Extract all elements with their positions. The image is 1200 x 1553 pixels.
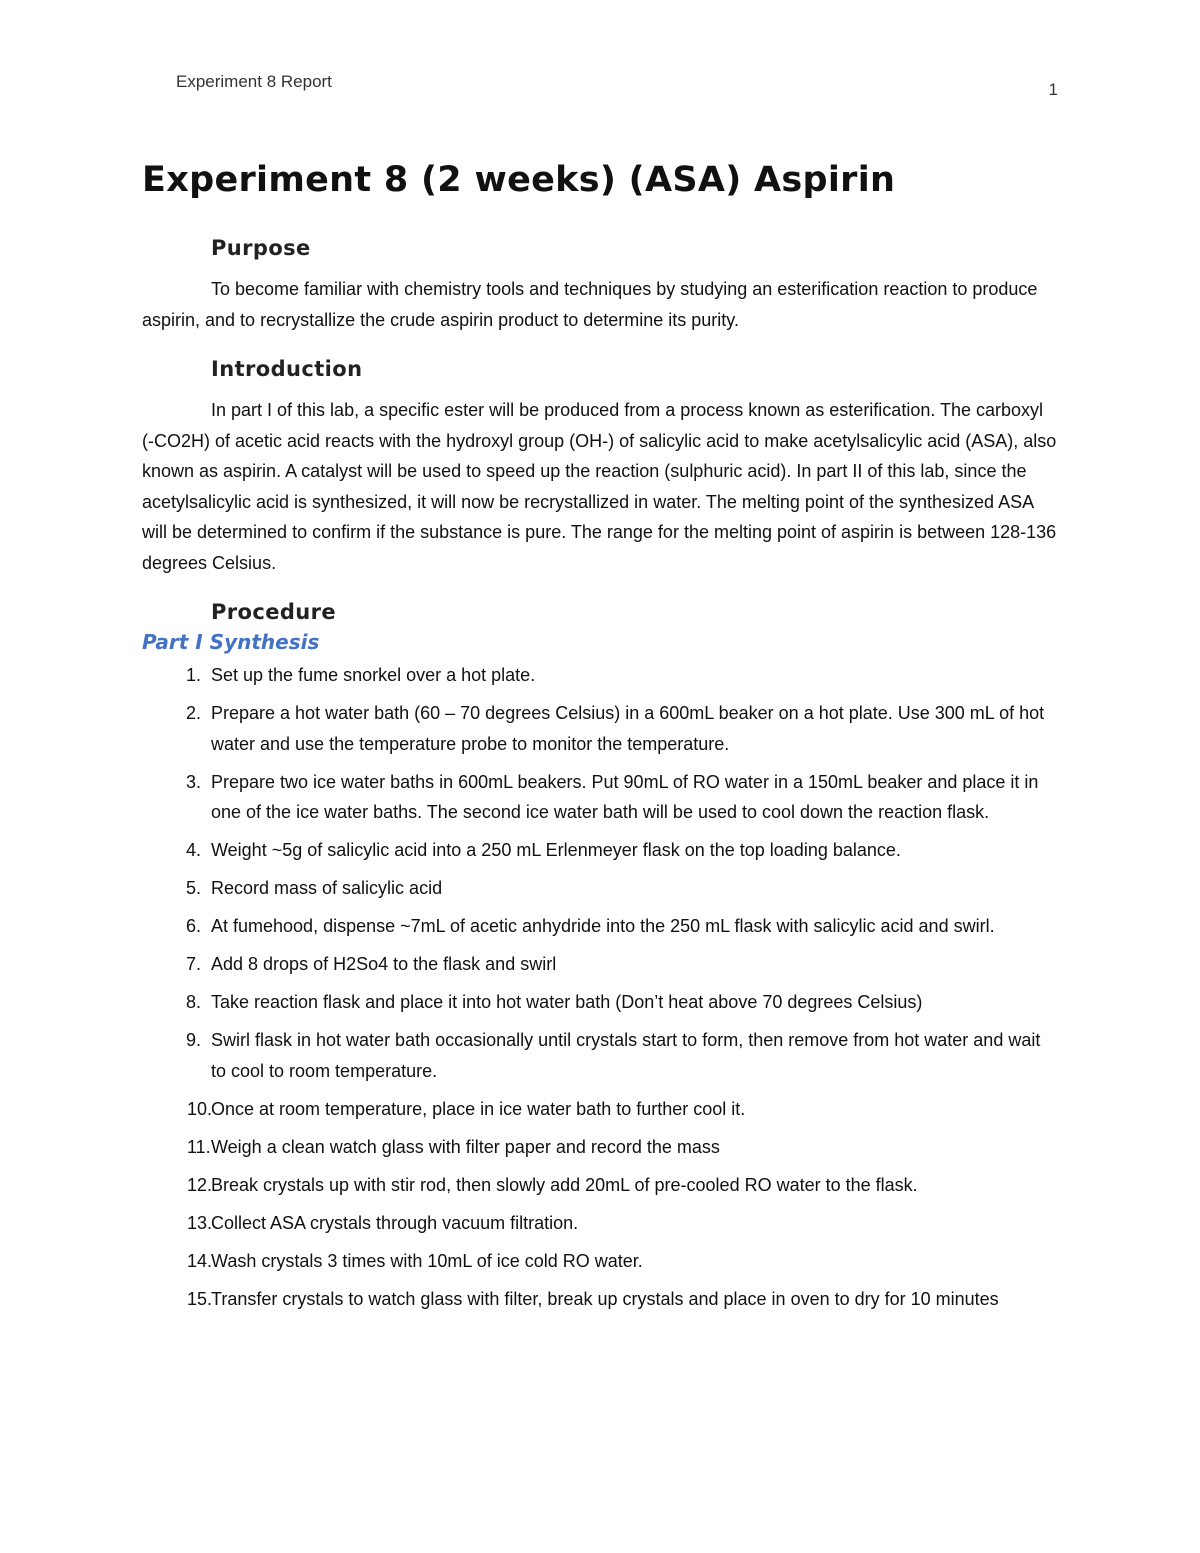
step-text: Record mass of salicylic acid [211, 878, 443, 898]
step-text: Add 8 drops of H2So4 to the flask and swirl [211, 954, 557, 974]
procedure-step [142, 949, 1060, 980]
introduction-heading: Introduction [211, 357, 363, 381]
procedure-step [142, 835, 1060, 866]
step-number: 7. [186, 954, 202, 974]
document-body [142, 236, 1060, 1322]
step-number: 9. [186, 1030, 202, 1050]
procedure-step [142, 1170, 1060, 1201]
step-text: Weigh a clean watch glass with filter paper and record the mass [211, 1136, 720, 1157]
step-number: 1. [186, 665, 202, 685]
step-text: Transfer crystals to watch glass with filter, break up crystals and place in oven to dry for 10 minutes [211, 1288, 999, 1309]
procedure-step [142, 698, 1060, 759]
step-text: Swirl flask in hot water bath occasionally until crystals start to form, then remove from hot water and wait to cool to room temperature. [211, 1030, 1041, 1081]
step-text: Take reaction flask and place it into hot water bath (Don’t heat above 70 degrees Celsius) [211, 992, 923, 1012]
step-number: 11. [187, 1136, 211, 1157]
part1-synthesis-heading: Part I Synthesis [142, 630, 320, 654]
document-title: Experiment 8 (2 weeks) (ASA) Aspirin [142, 160, 896, 200]
step-number: 4. [186, 840, 202, 860]
step-text: Break crystals up with stir rod, then slowly add 20mL of pre-cooled RO water to the flask. [211, 1174, 918, 1195]
procedure-step [142, 767, 1060, 828]
step-number: 12. [187, 1174, 213, 1195]
step-number: 10. [187, 1098, 213, 1119]
step-number: 5. [186, 878, 202, 898]
procedure-step [142, 911, 1060, 942]
step-text: Prepare a hot water bath (60 – 70 degrees Celsius) in a 600mL beaker on a hot plate. Use 300 mL of hot water and use the temperature probe to monitor the temperature. [211, 703, 1045, 754]
step-number: 3. [186, 771, 202, 792]
step-text: Once at room temperature, place in ice water bath to further cool it. [211, 1098, 746, 1119]
step-text: Wash crystals 3 times with 10mL of ice cold RO water. [211, 1250, 643, 1271]
procedure-step [142, 1208, 1060, 1239]
procedure-step [142, 1246, 1060, 1277]
purpose-paragraph: To become familiar with chemistry tools and techniques by studying an esterification reaction to produce aspirin, and to recrystallize the crude aspirin product to determine its purity. [142, 279, 1038, 330]
step-number: 2. [186, 703, 202, 723]
procedure-step [142, 1025, 1060, 1086]
procedure-step [142, 660, 1060, 691]
step-text: At fumehood, dispense ~7mL of acetic anhydride into the 250 mL flask with salicylic acid and swirl. [211, 916, 995, 936]
procedure-step [142, 1132, 1060, 1163]
step-text: Collect ASA crystals through vacuum filtration. [211, 1212, 579, 1233]
step-number: 13. [187, 1212, 213, 1233]
step-text: Weight ~5g of salicylic acid into a 250 mL Erlenmeyer flask on the top loading balance. [211, 840, 901, 860]
running-header: Experiment 8 Report [176, 72, 332, 91]
step-number: 8. [186, 992, 202, 1012]
introduction-paragraph: In part I of this lab, a specific ester will be produced from a process known as esterification. The carboxyl (-CO2H) of acetic acid reacts with the hydroxyl group (OH-) of salicylic acid to make acetylsalicylic acid (ASA), also known as aspirin. A catalyst will be used to speed up the reaction (sulphuric acid). In part II of this lab, since the acetylsalicylic acid is synthesized, it will now be recrystallized in water. The melting point of the synthesized ASA will be determined to confirm if the substance is pure. The range for the melting point of aspirin is between 128-136 degrees Celsius. [142, 400, 1057, 573]
procedure-steps-list [142, 660, 1060, 1314]
procedure-step [142, 987, 1060, 1018]
procedure-step [142, 1094, 1060, 1125]
step-number: 15. [187, 1288, 213, 1309]
step-text: Set up the fume snorkel over a hot plate. [211, 665, 536, 685]
procedure-step [142, 1284, 1060, 1315]
step-number: 14. [187, 1250, 213, 1271]
step-number: 6. [186, 916, 202, 936]
purpose-heading: Purpose [211, 236, 311, 260]
page-number: 1 [1048, 80, 1058, 99]
step-text: Prepare two ice water baths in 600mL beakers. Put 90mL of RO water in a 150mL beaker and place it in one of the ice water baths. The second ice water bath will be used to cool down the reaction flask. [211, 771, 1039, 822]
procedure-step [142, 873, 1060, 904]
procedure-heading: Procedure [211, 600, 337, 624]
